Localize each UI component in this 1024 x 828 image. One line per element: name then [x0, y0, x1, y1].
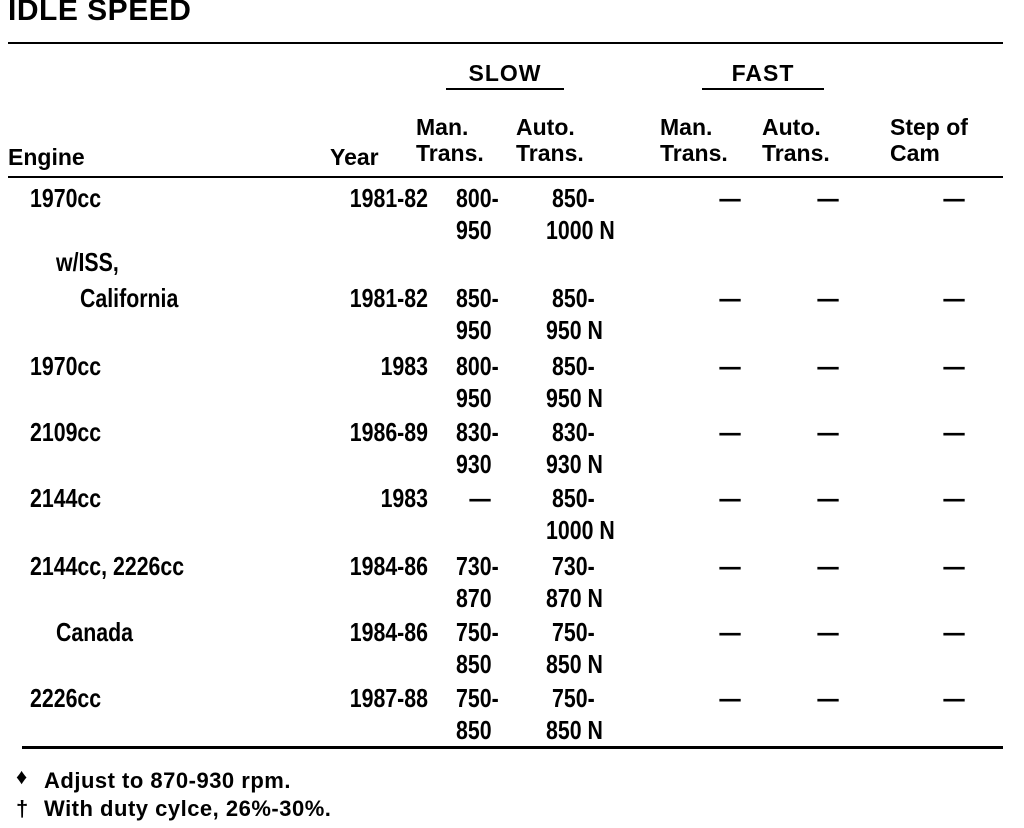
table-cell-slow-auto: 950 N — [546, 383, 603, 413]
header-fast-man-1: Man. — [660, 114, 713, 140]
table-cell-slow-man: 750- — [456, 617, 499, 647]
table-cell-year: 1984-86 — [349, 551, 428, 581]
header-slow-auto-1: Auto. — [516, 114, 575, 140]
table-cell-step: — — [943, 183, 965, 213]
table-cell-year: 1987-88 — [349, 683, 428, 713]
header-fast-man-2: Trans. — [660, 140, 728, 166]
table-cell-slow-auto: 1000 N — [546, 215, 615, 245]
table-cell-engine: 1970cc — [30, 351, 102, 381]
table-cell-slow-man: 800- — [456, 351, 499, 381]
table-cell-fast-auto: — — [817, 483, 839, 513]
footnote-1: Adjust to 870-930 rpm. — [44, 768, 291, 793]
table-cell-fast-man: — — [719, 351, 741, 381]
footnote-2: With duty cylce, 26%-30%. — [44, 796, 332, 821]
table-cell-fast-man: — — [719, 551, 741, 581]
table-cell-engine: Canada — [56, 617, 134, 647]
footnote-diamond-mark: ♦ — [16, 764, 28, 789]
table-cell-slow-auto: 750- — [552, 683, 595, 713]
table-cell-engine: 2226cc — [30, 683, 102, 713]
table-cell-slow-auto: 850- — [552, 483, 595, 513]
header-fast-auto-1: Auto. — [762, 114, 821, 140]
table-cell-slow-auto: 1000 N — [546, 515, 615, 545]
table-cell-engine: 2109cc — [30, 417, 102, 447]
table-cell-slow-auto: 850 N — [546, 649, 603, 679]
table-cell-fast-auto: — — [817, 283, 839, 313]
header-fast-auto-2: Trans. — [762, 140, 830, 166]
table-cell-slow-man: 950 — [456, 383, 492, 413]
table-cell-step: — — [943, 683, 965, 713]
table-cell-year: 1981-82 — [349, 183, 428, 213]
header-slow-auto-2: Trans. — [516, 140, 584, 166]
table-cell-engine: 2144cc, 2226cc — [30, 551, 185, 581]
header-year: Year — [330, 144, 379, 170]
table-cell-fast-man: — — [719, 183, 741, 213]
table-cell-fast-man: — — [719, 283, 741, 313]
table-cell-fast-auto: — — [817, 551, 839, 581]
top-rule — [8, 42, 1003, 44]
table-cell-year: 1986-89 — [349, 417, 428, 447]
table-cell-engine: 1970cc — [30, 183, 102, 213]
table-cell-slow-man: 730- — [456, 551, 499, 581]
table-cell-step: — — [943, 483, 965, 513]
table-cell-year: 1983 — [380, 483, 428, 513]
table-cell-slow-man: 750- — [456, 683, 499, 713]
header-slow-man-1: Man. — [416, 114, 469, 140]
header-slow-man-2: Trans. — [416, 140, 484, 166]
table-cell-slow-man: 850 — [456, 649, 492, 679]
header-engine: Engine — [8, 144, 85, 170]
table-cell-year: 1983 — [380, 351, 428, 381]
group-slow: SLOW — [468, 60, 542, 86]
table-cell-year: 1981-82 — [349, 283, 428, 313]
table-cell-slow-auto: 730- — [552, 551, 595, 581]
footnote-dagger-mark: † — [16, 796, 29, 821]
table-cell-fast-auto: — — [817, 417, 839, 447]
table-cell-engine: 2144cc — [30, 483, 102, 513]
table-cell-slow-man: 950 — [456, 215, 492, 245]
table-cell-step: — — [943, 283, 965, 313]
header-step-1: Step of — [890, 114, 968, 140]
table-cell-fast-man: — — [719, 483, 741, 513]
table-cell-slow-auto: 750- — [552, 617, 595, 647]
table-cell-step: — — [943, 417, 965, 447]
table-cell-slow-auto: 830- — [552, 417, 595, 447]
table-cell-fast-man: — — [719, 417, 741, 447]
table-cell-slow-auto: 850 N — [546, 715, 603, 745]
table-cell-engine: California — [80, 283, 179, 313]
table-cell-step: — — [943, 351, 965, 381]
table-cell-fast-auto: — — [817, 351, 839, 381]
table-cell-slow-man: 850- — [456, 283, 499, 313]
table-cell-step: — — [943, 551, 965, 581]
table-cell-fast-man: — — [719, 683, 741, 713]
table-cell-slow-auto: 930 N — [546, 449, 603, 479]
table-cell-slow-man: 930 — [456, 449, 492, 479]
table-cell-slow-man: 800- — [456, 183, 499, 213]
page-title: IDLE SPEED — [8, 0, 192, 27]
table-cell-slow-auto: 850- — [552, 283, 595, 313]
table-cell-year: 1984-86 — [349, 617, 428, 647]
table-cell-fast-man: — — [719, 617, 741, 647]
table-cell-fast-auto: — — [817, 683, 839, 713]
slow-underline — [446, 88, 564, 90]
table-cell-slow-auto: 870 N — [546, 583, 603, 613]
fast-underline — [702, 88, 824, 90]
group-fast: FAST — [731, 60, 795, 86]
header-step-2: Cam — [890, 140, 940, 166]
table-cell-slow-man: 850 — [456, 715, 492, 745]
table-cell-slow-man: — — [469, 483, 491, 513]
table-cell-slow-man: 870 — [456, 583, 492, 613]
table-cell-fast-auto: — — [817, 617, 839, 647]
table-cell-slow-auto: 950 N — [546, 315, 603, 345]
bottom-rule — [22, 746, 1003, 749]
table-cell-slow-auto: 850- — [552, 183, 595, 213]
table-cell-step: — — [943, 617, 965, 647]
table-cell-slow-man: 830- — [456, 417, 499, 447]
table-cell-fast-auto: — — [817, 183, 839, 213]
table-cell-slow-man: 950 — [456, 315, 492, 345]
header-rule — [8, 176, 1003, 178]
table-cell-engine-prefix: w/ISS, — [56, 247, 119, 277]
table-cell-slow-auto: 850- — [552, 351, 595, 381]
